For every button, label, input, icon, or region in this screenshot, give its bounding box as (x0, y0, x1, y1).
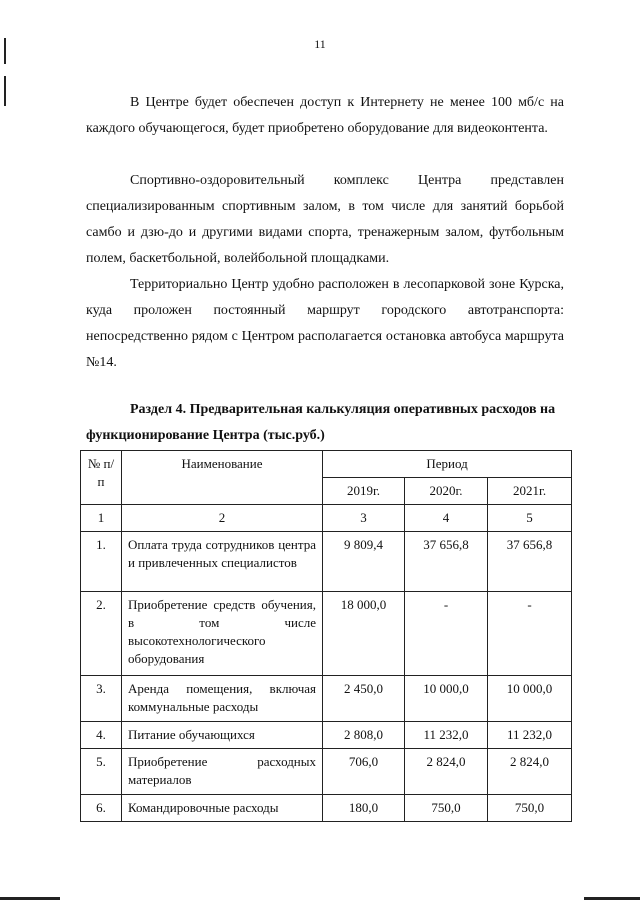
row-value-2020: 37 656,8 (405, 532, 488, 592)
row-number: 2. (81, 592, 122, 676)
row-number: 1. (81, 532, 122, 592)
column-number: 5 (488, 505, 572, 532)
table-row (81, 795, 572, 822)
row-value-2021: 750,0 (488, 795, 572, 822)
row-value-2019: 18 000,0 (323, 592, 405, 676)
table-column-numbers-row (81, 505, 572, 532)
table-row (81, 532, 572, 592)
row-value-2020: - (405, 592, 488, 676)
row-value-2021: 10 000,0 (488, 676, 572, 722)
row-number: 4. (81, 722, 122, 749)
header-num: № п/п (81, 451, 122, 505)
header-period: Период (323, 451, 572, 478)
row-value-2019: 2 808,0 (323, 722, 405, 749)
row-name: Приобретение средств обучения, в том числе высокотехнологического оборудования (122, 592, 323, 676)
row-name: Командировочные расходы (122, 795, 323, 822)
row-value-2020: 11 232,0 (405, 722, 488, 749)
row-value-2021: 37 656,8 (488, 532, 572, 592)
row-name: Приобретение расходных материалов (122, 749, 323, 795)
table-row (81, 722, 572, 749)
row-number: 5. (81, 749, 122, 795)
column-number: 1 (81, 505, 122, 532)
column-number: 2 (122, 505, 323, 532)
row-number: 6. (81, 795, 122, 822)
header-year: 2019г. (323, 478, 405, 505)
row-value-2019: 180,0 (323, 795, 405, 822)
scan-bottom-mark (0, 897, 60, 900)
paragraph-location: Территориально Центр удобно расположен в лесопарковой зоне Курска, куда проложен постоянный маршрут городского автотранспорта: непосредственно рядом с Центром располагается остановка автобуса маршрута №14. (86, 277, 564, 370)
expense-table (80, 450, 572, 822)
row-name: Питание обучающихся (122, 722, 323, 749)
scan-bottom-mark (584, 897, 640, 900)
row-name: Аренда помещения, включая коммунальные расходы (122, 676, 323, 722)
table-row (81, 749, 572, 795)
row-value-2021: 2 824,0 (488, 749, 572, 795)
row-value-2019: 706,0 (323, 749, 405, 795)
column-number: 4 (405, 505, 488, 532)
header-year: 2020г. (405, 478, 488, 505)
table-header-row (81, 451, 572, 478)
table-row (81, 676, 572, 722)
table-row (81, 592, 572, 676)
section-title: Раздел 4. Предварительная калькуляция оперативных расходов на функционирование Центра (тыс.руб.) (86, 402, 556, 443)
column-number: 3 (323, 505, 405, 532)
page-number: 11 (314, 37, 326, 51)
row-value-2021: 11 232,0 (488, 722, 572, 749)
row-value-2020: 750,0 (405, 795, 488, 822)
paragraph-internet: В Центре будет обеспечен доступ к Интернету не менее 100 мб/с на каждого обучающегося, будет приобретено оборудование для видеоконтента. (86, 95, 564, 136)
row-value-2019: 2 450,0 (323, 676, 405, 722)
row-name: Оплата труда сотрудников центра и привлеченных специалистов (122, 532, 323, 592)
paragraph-sports: Спортивно-оздоровительный комплекс Центра представлен специализированным спортивным залом, в том числе для занятий борьбой самбо и дзю-до и другими видами спорта, тренажерным залом, футбольным полем, баскетбольной, волейбольной площадками. (86, 173, 564, 266)
row-number: 3. (81, 676, 122, 722)
scan-edge-mark (4, 76, 6, 106)
row-value-2019: 9 809,4 (323, 532, 405, 592)
row-value-2020: 2 824,0 (405, 749, 488, 795)
row-value-2020: 10 000,0 (405, 676, 488, 722)
header-name: Наименование (122, 451, 323, 505)
row-value-2021: - (488, 592, 572, 676)
header-year: 2021г. (488, 478, 572, 505)
